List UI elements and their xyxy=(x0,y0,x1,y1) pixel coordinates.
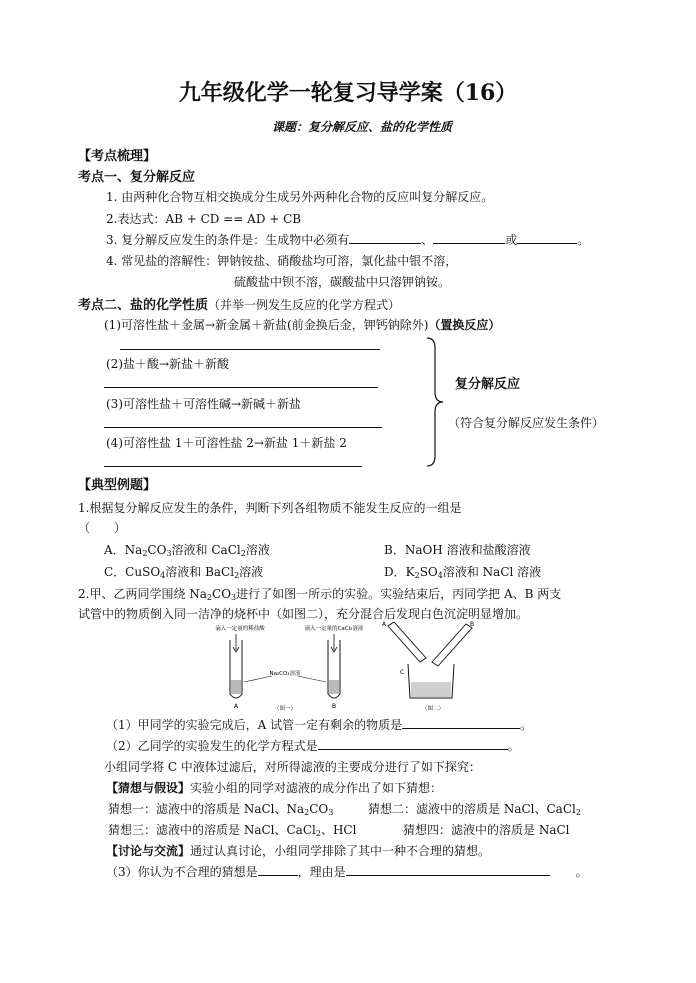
section-examples-heading: 【典型例题】 xyxy=(78,478,157,493)
blank-sub2[interactable] xyxy=(318,737,508,750)
tube-b-label: B xyxy=(331,703,337,710)
q1-option-a: A．$Na_2CO_3$溶液和 CaCl$_2$溶液 xyxy=(104,543,270,558)
kp1-item3: 3. 复分解反应发生的条件是：生成物中必须有 、 或 。 xyxy=(106,233,590,247)
blank-sub3-guess[interactable] xyxy=(258,863,298,876)
kp1-item4: 4. 常见盐的溶解性：钾钠铵盐、硝酸盐均可溶，氯化盐中银不溶， xyxy=(106,254,458,268)
figure1-caption: （图一） xyxy=(273,706,297,712)
figure2-caption: （图二） xyxy=(421,706,445,712)
pour-tube-b xyxy=(432,624,472,666)
right-brace-icon xyxy=(425,336,447,468)
guess-3: 猜想三：滤液中的溶质是 NaCl、CaCl$_2$、HCl xyxy=(108,823,357,838)
blank-2[interactable] xyxy=(433,231,505,244)
blank-1[interactable] xyxy=(349,231,421,244)
q1-stem: 1.根据复分解反应发生的条件，判断下列各组物质不能发生反应的一组是 xyxy=(78,501,462,515)
q2-hypothesis: 【猜想与假设】实验小组的同学对滤液的成分作出了如下猜想： xyxy=(106,781,443,795)
kp2-property-3: (3)可溶性盐＋可溶性碱→新碱＋新盐 xyxy=(106,397,302,411)
q1-answer-paren[interactable]: （ ） xyxy=(78,521,127,535)
kp1-item1: 1. 由两种化合物互相交换成分生成另外两种化合物的反应叫复分解反应。 xyxy=(106,190,494,204)
page-subtitle: 课题：复分解反应、盐的化学性质 xyxy=(272,120,453,134)
section-review-heading: 【考点梳理】 xyxy=(78,149,157,164)
kp2-property-4: (4)可溶性盐 1＋可溶性盐 2→新盐 1＋新盐 2 xyxy=(106,436,347,450)
q2-discussion: 【讨论与交流】通过认真讨论，小组同学排除了其中一种不合理的猜想。 xyxy=(106,844,491,858)
q1-option-c: C．CuSO$_4$溶液和 BaCl$_2$溶液 xyxy=(104,565,264,580)
label-na2co3: Na₂CO₃溶液 xyxy=(269,671,301,677)
experiment-figure xyxy=(200,620,500,712)
answer-line-3[interactable] xyxy=(104,427,382,428)
kp2-property-1: (1)可溶性盐＋金属→新金属＋新盐(前金换后金，钾钙钠除外)（置换反应） xyxy=(104,318,501,332)
kp2-heading-note: （并举一例发生反应的化学方程式） xyxy=(208,298,401,312)
answer-line-1[interactable] xyxy=(120,349,380,350)
pour-a-label: A xyxy=(382,621,387,628)
blank-sub3-reason[interactable] xyxy=(346,863,550,876)
kp1-item2: 2.表达式：AB + CD == AD + CB xyxy=(106,212,302,226)
kp1-item4-cont: 硫酸盐中钡不溶，碳酸盐中只溶钾钠铵。 xyxy=(234,275,451,289)
pour-b-label: B xyxy=(470,621,475,628)
blank-sub1[interactable] xyxy=(402,716,520,729)
q2-sub3: （3）你认为不合理的猜想是 ，理由是 。 xyxy=(106,865,588,879)
pour-tube-a xyxy=(388,622,426,662)
guess-2: 猜想二：滤液中的溶质是 NaCl、CaCl$_2$ xyxy=(368,802,581,817)
label-acid: 滴入一定量的稀盐酸 xyxy=(215,626,265,632)
kp2-heading-line xyxy=(78,294,400,313)
page-title: 九年级化学一轮复习导学案（16） xyxy=(178,80,518,106)
guess-4: 猜想四：滤液中的溶质是 NaCl xyxy=(403,823,570,837)
q2-sub1: （1）甲同学的实验完成后，A 试管一定有剩余的物质是 。 xyxy=(106,718,533,732)
q2-line1: 2.甲、乙两同学围绕 $Na_2CO_3$进行了如图一所示的实验。实验结束后，丙同学把 A、B 两支 xyxy=(78,587,562,602)
brace-note: （符合复分解反应发生条件） xyxy=(448,416,605,430)
kp2-property-2: (2)盐＋酸→新盐＋新酸 xyxy=(106,357,230,371)
kp2-heading: 考点二、盐的化学性质 xyxy=(78,298,209,313)
q2-filter: 小组同学将 C 中液体过滤后，对所得滤液的主要成分进行了如下探究： xyxy=(104,760,481,774)
blank-3[interactable] xyxy=(517,231,577,244)
brace-label: 复分解反应 xyxy=(455,377,521,392)
tube-a-label: A xyxy=(233,703,239,710)
q1-option-b: B．NaOH 溶液和盐酸溶液 xyxy=(384,543,531,557)
answer-line-2[interactable] xyxy=(104,387,378,388)
answer-line-4[interactable] xyxy=(104,466,362,467)
q2-line2: 试管中的物质倒入同一洁净的烧杯中（如图二），充分混合后发现白色沉淀明显增加。 xyxy=(78,607,529,621)
label-cacl2: 滴入一定量的CaCl₂溶液 xyxy=(304,626,364,632)
beaker-c-label: C xyxy=(400,669,405,676)
q1-option-d: D．$K_2SO_4$溶液和 NaCl 溶液 xyxy=(384,565,542,580)
guess-1: 猜想一：滤液中的溶质是 NaCl、$Na_2CO_3$ xyxy=(108,802,334,817)
kp1-heading: 考点一、复分解反应 xyxy=(78,170,196,185)
q2-sub2: （2）乙同学的实验发生的化学方程式是 。 xyxy=(106,739,520,753)
